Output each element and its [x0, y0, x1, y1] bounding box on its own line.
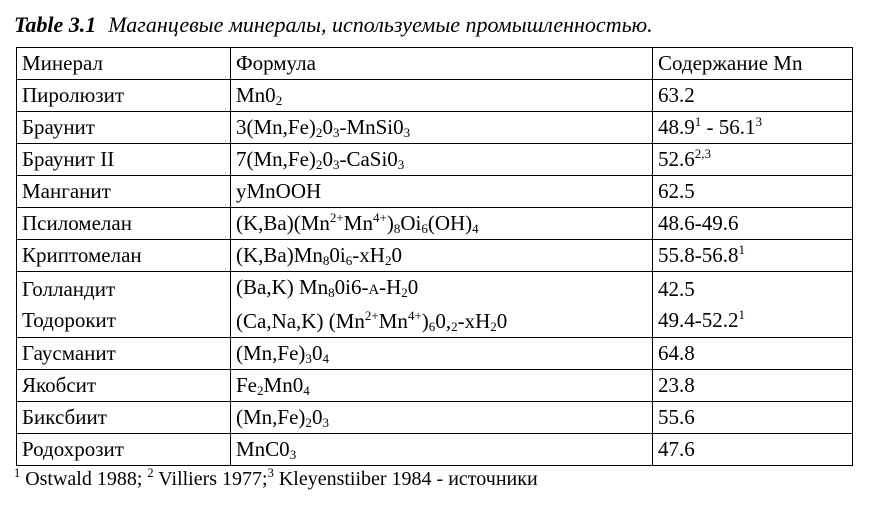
header-row — [17, 48, 853, 80]
content-text: 23.8 — [658, 373, 695, 397]
mineral-cell — [17, 370, 231, 402]
content-text: 48.9$^1$ - 56.1$^3$ — [658, 114, 763, 139]
mineral-text: Криптомелан — [22, 243, 142, 267]
content-cell — [653, 434, 853, 466]
content-cell — [653, 80, 853, 112]
content-cell — [653, 370, 853, 402]
formula-text: $MnC0_3$ — [236, 437, 297, 462]
formula-cell — [231, 402, 653, 434]
table-row — [17, 434, 853, 466]
formula-cell — [231, 240, 653, 272]
mineral-cell — [17, 176, 231, 208]
formula-cell — [231, 370, 653, 402]
mineral-text: Браунит — [22, 115, 95, 139]
mineral-text: Пиролюзит — [22, 83, 125, 107]
table-row — [17, 338, 853, 370]
content-cell — [653, 112, 853, 144]
table-caption — [14, 12, 653, 38]
minerals-table — [16, 47, 853, 466]
content-text: 55.6 — [658, 405, 695, 429]
formula-text: (Ca,Na,K) $(Mn^{2+}Mn^{4+})_60,_2-xH_20$ — [236, 308, 508, 334]
mineral-text: Манганит — [22, 179, 111, 203]
mineral-cell — [17, 240, 231, 272]
formula-text: $(Mn,Fe)_20_3$ — [236, 405, 329, 430]
content-cell — [653, 208, 853, 240]
content-text: 49.4-52.2$^1$ — [658, 306, 746, 332]
formula-cell — [231, 338, 653, 370]
mineral-text: Якобсит — [22, 373, 97, 397]
table-row — [17, 176, 853, 208]
mineral-text: Биксбиит — [22, 405, 107, 429]
table-row — [17, 144, 853, 176]
mineral-cell — [17, 434, 231, 466]
table-title: Маганцевые минералы, используемые промышленностью. — [108, 12, 653, 37]
formula-text: $(K,Ba)Mn_80i_6-xH_20$ — [236, 243, 402, 268]
header-formula: Формула — [231, 48, 653, 80]
mineral-cell — [17, 112, 231, 144]
content-cell — [653, 338, 853, 370]
mineral-text: Браунит II — [22, 147, 115, 171]
table-row — [17, 80, 853, 112]
header-mineral: Минерал — [17, 48, 231, 80]
table-label: Table 3.1 — [14, 12, 97, 37]
table-row — [17, 402, 853, 434]
table-row — [17, 240, 853, 272]
formula-cell — [231, 144, 653, 176]
mineral-text: Гаусманит — [22, 341, 116, 365]
mineral-cell — [17, 338, 231, 370]
mineral-cell — [17, 402, 231, 434]
formula-text: $Mn0_2$ — [236, 83, 283, 108]
mineral-text: Голландит — [22, 276, 116, 301]
formula-cell — [231, 80, 653, 112]
formula-text: $Fe_2Mn0_4$ — [236, 373, 310, 398]
content-text: 48.6-49.6 — [658, 211, 739, 235]
formula-text: $3(Mn,Fe)_20_3-MnSi0_3$ — [236, 115, 411, 140]
content-text: 55.8-56.8$^1$ — [658, 242, 746, 267]
formula-text: $(Mn,Fe)_30_4$ — [236, 341, 329, 366]
formula-text: (Ba,K) $Mn_80i6-A-H_20$ — [236, 275, 419, 300]
content-text: 42.5 — [658, 276, 695, 301]
formula-cell — [231, 176, 653, 208]
formula-cell — [231, 112, 653, 144]
content-text: 64.8 — [658, 341, 695, 365]
mineral-text: Родохрозит — [22, 437, 124, 461]
table-row — [17, 208, 853, 240]
mineral-cell — [17, 272, 231, 338]
content-cell — [653, 176, 853, 208]
formula-text: yMnOOH — [236, 179, 322, 203]
table-row — [17, 370, 853, 402]
table-row — [17, 272, 853, 338]
content-text: 52.6$^{2,3}$ — [658, 146, 712, 171]
formula-text: $7(Mn,Fe)_20_3-CaSi0_3$ — [236, 147, 405, 172]
mineral-cell — [17, 208, 231, 240]
content-text: 62.5 — [658, 179, 695, 203]
content-cell — [653, 240, 853, 272]
formula-cell — [231, 208, 653, 240]
mineral-text: Псиломелан — [22, 211, 132, 235]
content-cell — [653, 144, 853, 176]
content-text: 63.2 — [658, 83, 695, 107]
mineral-cell — [17, 80, 231, 112]
mineral-text: Тодорокит — [22, 307, 116, 332]
footnote: $^1$ Ostwald 1988; $^2$ Villiers 1977;$^3$ Kleyenstiiber 1984 - источники — [14, 466, 538, 490]
content-cell — [653, 402, 853, 434]
content-text: 47.6 — [658, 437, 695, 461]
formula-text: $(K,Ba)(Mn^{2+}Mn^{4+})_8Oi_6(OH)_4$ — [236, 210, 479, 236]
formula-cell — [231, 434, 653, 466]
mineral-cell — [17, 144, 231, 176]
table-row — [17, 112, 853, 144]
content-cell — [653, 272, 853, 338]
formula-cell — [231, 272, 653, 338]
header-content: Содержание Mn — [653, 48, 853, 80]
table-body — [17, 48, 853, 466]
